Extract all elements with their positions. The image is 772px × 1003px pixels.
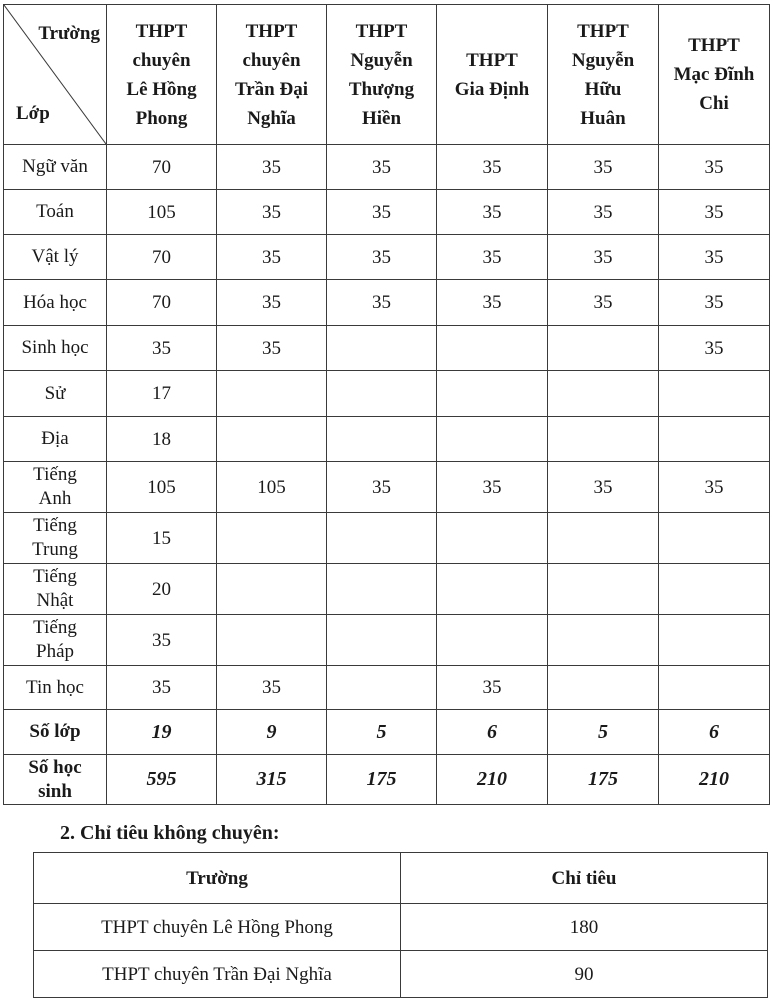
quota-value-cell bbox=[217, 371, 327, 417]
quota-value-cell bbox=[217, 417, 327, 462]
school-header bbox=[548, 5, 659, 145]
quota-value-cell: 105 bbox=[107, 462, 217, 513]
table-row bbox=[4, 462, 770, 513]
cell-line: Anh bbox=[38, 488, 72, 509]
subject-cell bbox=[4, 280, 107, 326]
table-row bbox=[4, 326, 770, 371]
quota-value-cell bbox=[327, 564, 437, 615]
subject-cell bbox=[4, 615, 107, 666]
quota-value-cell: 35 bbox=[659, 190, 770, 235]
quota-value-cell: 35 bbox=[217, 326, 327, 371]
quota-value-cell: 35 bbox=[659, 462, 770, 513]
quota-table-body bbox=[4, 145, 770, 805]
subject-cell bbox=[4, 564, 107, 615]
quota-value-cell: 35 bbox=[659, 326, 770, 371]
cell-line: Gia Định bbox=[454, 78, 530, 100]
cell-line: Địa bbox=[41, 428, 69, 449]
cell-line: Trung bbox=[32, 539, 78, 560]
cell-line: Thượng bbox=[348, 78, 415, 100]
table-row bbox=[4, 513, 770, 564]
quota-value-cell: 35 bbox=[548, 280, 659, 326]
summary-value-cell: 5 bbox=[548, 710, 659, 755]
quota-value-cell bbox=[437, 371, 548, 417]
quota-value-cell: 35 bbox=[548, 235, 659, 280]
quota-value-cell: 35 bbox=[659, 280, 770, 326]
quota-value-cell: 35 bbox=[437, 462, 548, 513]
quota-value-cell bbox=[548, 564, 659, 615]
corner-class-label: Lớp bbox=[16, 103, 50, 124]
quota-value-cell: 17 bbox=[107, 371, 217, 417]
cell-line: Sinh học bbox=[21, 337, 89, 358]
cell-line: Hóa học bbox=[23, 291, 87, 313]
quota-value-cell bbox=[659, 513, 770, 564]
quota-value-cell: 35 bbox=[217, 280, 327, 326]
cell-line: Tiếng bbox=[33, 515, 77, 536]
quota-value-cell bbox=[548, 417, 659, 462]
cell-line: Phong bbox=[135, 107, 188, 129]
quota-value-cell: 35 bbox=[107, 326, 217, 371]
cell-line: Tiếng bbox=[33, 617, 77, 638]
quota-value-cell bbox=[548, 371, 659, 417]
cell-line: Nghĩa bbox=[247, 107, 296, 129]
subject-cell bbox=[4, 326, 107, 371]
quota-value-cell bbox=[327, 615, 437, 666]
quota-value-cell: 35 bbox=[327, 145, 437, 190]
table-row bbox=[4, 371, 770, 417]
summary-value-cell: 315 bbox=[217, 755, 327, 805]
corner-school-label: Trường bbox=[38, 23, 100, 44]
quota-value-cell bbox=[659, 564, 770, 615]
summary-value-cell: 175 bbox=[327, 755, 437, 805]
summary-value-cell: 6 bbox=[659, 710, 770, 755]
cell-line: Tiếng bbox=[33, 566, 77, 587]
school-header bbox=[437, 5, 548, 145]
quota-value-cell bbox=[217, 564, 327, 615]
school-header bbox=[107, 5, 217, 145]
quota-value-cell: 70 bbox=[107, 145, 217, 190]
table-row bbox=[4, 145, 770, 190]
quota-value-cell bbox=[437, 615, 548, 666]
quota-value-cell bbox=[217, 615, 327, 666]
summary-label-cell bbox=[4, 755, 107, 805]
cell-line: Nguyễn bbox=[350, 49, 413, 71]
cell-line: Nguyễn bbox=[571, 49, 635, 71]
corner-header-cell bbox=[4, 5, 107, 145]
cell-line: THPT bbox=[355, 20, 408, 42]
subject-cell bbox=[4, 190, 107, 235]
quota-value-cell bbox=[327, 326, 437, 371]
quota-value-cell: 35 bbox=[437, 666, 548, 710]
quota-value-cell: 18 bbox=[107, 417, 217, 462]
summary-row bbox=[4, 710, 770, 755]
cell-line: THPT bbox=[135, 20, 188, 42]
cell-line: THPT bbox=[245, 20, 298, 42]
header-row bbox=[4, 5, 770, 145]
quota-value-cell: 35 bbox=[437, 235, 548, 280]
quota-value-cell: 35 bbox=[548, 190, 659, 235]
section-heading: 2. Chỉ tiêu không chuyên: bbox=[60, 822, 280, 844]
cell-line: Chi bbox=[699, 93, 729, 114]
summary-value-cell: 6 bbox=[437, 710, 548, 755]
table-row bbox=[4, 564, 770, 615]
cell-line: Số lớp bbox=[29, 721, 81, 742]
quota-value-cell bbox=[548, 513, 659, 564]
quota-value-cell: 35 bbox=[659, 145, 770, 190]
cell-line: Tiếng bbox=[33, 464, 77, 485]
quota-value-cell: 35 bbox=[327, 280, 437, 326]
quota-value-cell: 105 bbox=[107, 190, 217, 235]
quota-value-cell: 35 bbox=[437, 190, 548, 235]
quota-value-cell bbox=[659, 615, 770, 666]
quota-value-cell: 20 bbox=[107, 564, 217, 615]
school-header bbox=[659, 5, 770, 145]
table-row bbox=[4, 280, 770, 326]
quota-value-cell bbox=[327, 417, 437, 462]
cell-line: sinh bbox=[38, 780, 72, 802]
quota-value-cell: 35 bbox=[107, 666, 217, 710]
quota-value-cell: 35 bbox=[327, 235, 437, 280]
subject-cell bbox=[4, 235, 107, 280]
table-row bbox=[4, 417, 770, 462]
school-column-header: Trường bbox=[34, 853, 401, 904]
summary-value-cell: 9 bbox=[217, 710, 327, 755]
quota-value-cell bbox=[327, 371, 437, 417]
school-name-cell: THPT chuyên Lê Hồng Phong bbox=[34, 904, 401, 951]
quota-value-cell: 35 bbox=[327, 190, 437, 235]
specialist-quota-table bbox=[3, 4, 770, 805]
quota-value-cell bbox=[548, 615, 659, 666]
summary-value-cell: 210 bbox=[437, 755, 548, 805]
cell-line: Hữu bbox=[584, 78, 622, 100]
subject-cell bbox=[4, 371, 107, 417]
quota-value-cell bbox=[548, 326, 659, 371]
summary-value-cell: 175 bbox=[548, 755, 659, 805]
table-row bbox=[34, 951, 768, 998]
quota-value-cell: 35 bbox=[217, 190, 327, 235]
quota-value-cell: 35 bbox=[107, 615, 217, 666]
quota-column-header: Chỉ tiêu bbox=[401, 853, 768, 904]
subject-cell bbox=[4, 145, 107, 190]
cell-line: Trần Đại bbox=[234, 78, 308, 100]
cell-line: Nhật bbox=[36, 590, 74, 611]
cell-line: chuyên bbox=[132, 49, 191, 71]
cell-line: Toán bbox=[36, 201, 74, 222]
quota-value-cell: 35 bbox=[327, 462, 437, 513]
quota-value-cell bbox=[217, 513, 327, 564]
header-row bbox=[34, 853, 768, 904]
cell-line: Hiền bbox=[361, 107, 402, 129]
cell-line: Tin học bbox=[26, 676, 84, 698]
summary-label-cell bbox=[4, 710, 107, 755]
cell-line: Pháp bbox=[36, 641, 74, 662]
school-header bbox=[217, 5, 327, 145]
quota-value-cell bbox=[327, 513, 437, 564]
cell-line: Vật lý bbox=[31, 246, 79, 267]
cell-line: Ngữ văn bbox=[22, 156, 88, 177]
cell-line: THPT bbox=[688, 35, 740, 56]
subject-cell bbox=[4, 513, 107, 564]
subject-cell bbox=[4, 417, 107, 462]
summary-row bbox=[4, 755, 770, 805]
quota-value-cell bbox=[437, 417, 548, 462]
summary-value-cell: 19 bbox=[107, 710, 217, 755]
summary-value-cell: 595 bbox=[107, 755, 217, 805]
table-row bbox=[4, 235, 770, 280]
table-row bbox=[4, 666, 770, 710]
table-row bbox=[34, 904, 768, 951]
quota-value-cell bbox=[327, 666, 437, 710]
table-row bbox=[4, 190, 770, 235]
school-name-cell: THPT chuyên Trần Đại Nghĩa bbox=[34, 951, 401, 998]
quota-value-cell: 105 bbox=[217, 462, 327, 513]
quota-value-cell: 35 bbox=[548, 462, 659, 513]
quota-value-cell: 35 bbox=[659, 235, 770, 280]
quota-value-cell: 35 bbox=[217, 666, 327, 710]
quota-value-cell: 35 bbox=[437, 280, 548, 326]
quota-cell: 90 bbox=[401, 951, 768, 998]
quota-value-cell: 15 bbox=[107, 513, 217, 564]
quota-value-cell bbox=[659, 666, 770, 710]
cell-line: Mạc Đĩnh bbox=[673, 64, 755, 85]
cell-line: chuyên bbox=[242, 49, 301, 71]
quota-value-cell: 35 bbox=[217, 145, 327, 190]
cell-line: THPT bbox=[577, 20, 629, 42]
school-header bbox=[327, 5, 437, 145]
cell-line: THPT bbox=[466, 49, 518, 71]
cell-line: Lê Hồng bbox=[126, 78, 197, 100]
cell-line: Huân bbox=[580, 107, 626, 129]
quota-value-cell: 35 bbox=[548, 145, 659, 190]
quota-value-cell: 35 bbox=[437, 145, 548, 190]
quota-cell: 180 bbox=[401, 904, 768, 951]
quota-value-cell bbox=[659, 417, 770, 462]
subject-cell bbox=[4, 462, 107, 513]
summary-value-cell: 210 bbox=[659, 755, 770, 805]
quota-value-cell: 70 bbox=[107, 235, 217, 280]
quota-value-cell bbox=[437, 326, 548, 371]
subject-cell bbox=[4, 666, 107, 710]
cell-line: Sử bbox=[44, 382, 66, 404]
table-row bbox=[4, 615, 770, 666]
quota-value-cell: 35 bbox=[217, 235, 327, 280]
quota-value-cell bbox=[437, 564, 548, 615]
summary-value-cell: 5 bbox=[327, 710, 437, 755]
quota-value-cell: 70 bbox=[107, 280, 217, 326]
quota-value-cell bbox=[659, 371, 770, 417]
quota-value-cell bbox=[437, 513, 548, 564]
cell-line: Số học bbox=[28, 756, 82, 778]
non-specialist-quota-table bbox=[33, 852, 768, 998]
quota-value-cell bbox=[548, 666, 659, 710]
